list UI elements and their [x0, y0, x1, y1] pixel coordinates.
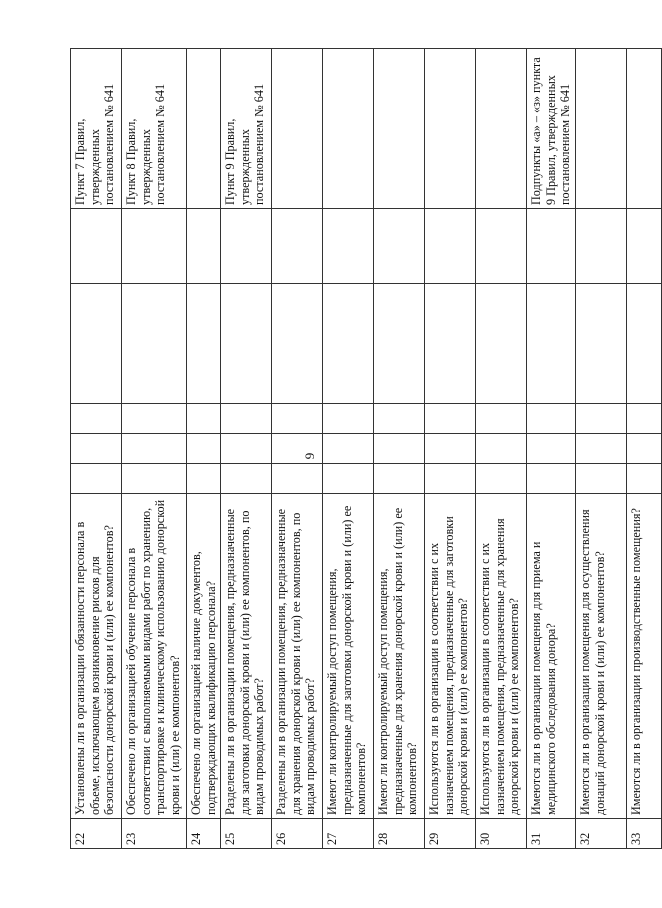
comment-cell: [626, 284, 661, 404]
comment-cell: [323, 284, 374, 404]
row-number: 29: [425, 819, 476, 849]
row-number: 25: [221, 819, 272, 849]
legal-reference-cell: [425, 49, 476, 209]
table-row: [323, 49, 374, 849]
answer-na-cell: [323, 404, 374, 434]
table-row: [71, 49, 122, 849]
answer-yes-cell: [221, 464, 272, 494]
legal-reference-cell: [374, 49, 425, 209]
comment-cell: [71, 284, 122, 404]
table-row: [527, 49, 576, 849]
note-cell: [272, 209, 323, 284]
answer-yes-cell: [374, 464, 425, 494]
note-cell: [221, 209, 272, 284]
row-number: 26: [272, 819, 323, 849]
answer-yes-cell: [71, 464, 122, 494]
answer-no-cell: [575, 434, 626, 464]
note-cell: [374, 209, 425, 284]
question-cell: Используются ли в организации в соответствии с их назначением помещения, предназначенные для хранения донорской крови и (или) ее компонентов?: [476, 494, 527, 819]
answer-yes-cell: [187, 464, 221, 494]
answer-na-cell: [527, 404, 576, 434]
answer-yes-cell: [575, 464, 626, 494]
answer-yes-cell: [272, 464, 323, 494]
comment-cell: [575, 284, 626, 404]
question-cell: Разделены ли в организации помещения, предназначенные для заготовки донорской крови и (или) ее компонентов, по видам проводимых работ?: [221, 494, 272, 819]
answer-na-cell: [425, 404, 476, 434]
answer-yes-cell: [527, 464, 576, 494]
checklist-table-rotated: [70, 49, 643, 849]
row-number: 28: [374, 819, 425, 849]
question-cell: Имеются ли в организации помещения для осуществления донаций донорской крови и (или) ее компонентов?: [575, 494, 626, 819]
answer-na-cell: [122, 404, 187, 434]
answer-no-cell: [323, 434, 374, 464]
question-cell: Обеспечено ли организацией наличие документов, подтверждающих квалификацию персонала?: [187, 494, 221, 819]
answer-no-cell: [221, 434, 272, 464]
answer-yes-cell: [323, 464, 374, 494]
legal-reference-cell: [575, 49, 626, 209]
table-row: [626, 49, 661, 849]
table-row: [476, 49, 527, 849]
row-number: 33: [626, 819, 661, 849]
legal-reference-cell: Подпункты «а» – «з» пункта 9 Правил, утвержденных постановлением № 641: [527, 49, 576, 209]
note-cell: [527, 209, 576, 284]
question-cell: Установлены ли в организации обязанности персонала в объеме, исключающем возникновение рисков для безопасности донорской крови и (или) ее компонентов?: [71, 494, 122, 819]
answer-no-cell: [122, 434, 187, 464]
table-row: [374, 49, 425, 849]
answer-na-cell: [575, 404, 626, 434]
comment-cell: [476, 284, 527, 404]
table-row: [272, 49, 323, 849]
answer-yes-cell: [476, 464, 527, 494]
comment-cell: [272, 284, 323, 404]
comment-cell: [187, 284, 221, 404]
legal-reference-cell: [323, 49, 374, 209]
table-row: [575, 49, 626, 849]
row-number: 32: [575, 819, 626, 849]
row-number: 24: [187, 819, 221, 849]
answer-na-cell: [374, 404, 425, 434]
legal-reference-cell: [187, 49, 221, 209]
answer-na-cell: [476, 404, 527, 434]
answer-yes-cell: [425, 464, 476, 494]
answer-no-cell: [527, 434, 576, 464]
question-cell: Имеют ли контролируемый доступ помещения, предназначенные для хранения донорской крови и (или) ее компонентов?: [374, 494, 425, 819]
comment-cell: [425, 284, 476, 404]
row-number: 30: [476, 819, 527, 849]
row-number: 27: [323, 819, 374, 849]
answer-yes-cell: [626, 464, 661, 494]
checklist-table: [70, 48, 662, 849]
answer-no-cell: [272, 434, 323, 464]
legal-reference-cell: Пункт 8 Правил, утвержденных постановлением № 641: [122, 49, 187, 209]
comment-cell: [374, 284, 425, 404]
answer-na-cell: [71, 404, 122, 434]
answer-na-cell: [272, 404, 323, 434]
note-cell: [323, 209, 374, 284]
answer-no-cell: [71, 434, 122, 464]
answer-no-cell: [626, 434, 661, 464]
table-row: [425, 49, 476, 849]
note-cell: [476, 209, 527, 284]
note-cell: [187, 209, 221, 284]
question-cell: Используются ли в организации в соответствии с их назначением помещения, предназначенные для заготовки донорской крови и (или) ее компонентов?: [425, 494, 476, 819]
comment-cell: [122, 284, 187, 404]
legal-reference-cell: [626, 49, 661, 209]
note-cell: [122, 209, 187, 284]
legal-reference-cell: [272, 49, 323, 209]
question-cell: Имеются ли в организации производственные помещения?: [626, 494, 661, 819]
answer-no-cell: [374, 434, 425, 464]
question-cell: Обеспечено ли организацией обучение персонала в соответствии с выполняемыми видами работ по хранению, транспортировке и клиническому использованию донорской крови и (или) ее компонентов?: [122, 494, 187, 819]
table-row: [221, 49, 272, 849]
note-cell: [626, 209, 661, 284]
answer-na-cell: [626, 404, 661, 434]
legal-reference-cell: Пункт 9 Правил, утвержденных постановлением № 641: [221, 49, 272, 209]
answer-yes-cell: [122, 464, 187, 494]
question-cell: Разделены ли в организации помещения, предназначенные для хранения донорской крови и (или) ее компонентов, по видам проводимых работ?: [272, 494, 323, 819]
table-row: [122, 49, 187, 849]
note-cell: [425, 209, 476, 284]
answer-no-cell: [476, 434, 527, 464]
note-cell: [575, 209, 626, 284]
answer-no-cell: [187, 434, 221, 464]
row-number: 22: [71, 819, 122, 849]
row-number: 31: [527, 819, 576, 849]
answer-na-cell: [221, 404, 272, 434]
page-number: 9: [302, 452, 317, 460]
answer-no-cell: [425, 434, 476, 464]
legal-reference-cell: [476, 49, 527, 209]
table-row: [187, 49, 221, 849]
comment-cell: [221, 284, 272, 404]
answer-na-cell: [187, 404, 221, 434]
question-cell: Имеются ли в организации помещения для приема и медицинского обследования донора?: [527, 494, 576, 819]
comment-cell: [527, 284, 576, 404]
note-cell: [71, 209, 122, 284]
row-number: 23: [122, 819, 187, 849]
question-cell: Имеют ли контролируемый доступ помещения, предназначенные для заготовки донорской крови и (или) ее компонентов?: [323, 494, 374, 819]
legal-reference-cell: Пункт 7 Правил, утвержденных постановлением № 641: [71, 49, 122, 209]
